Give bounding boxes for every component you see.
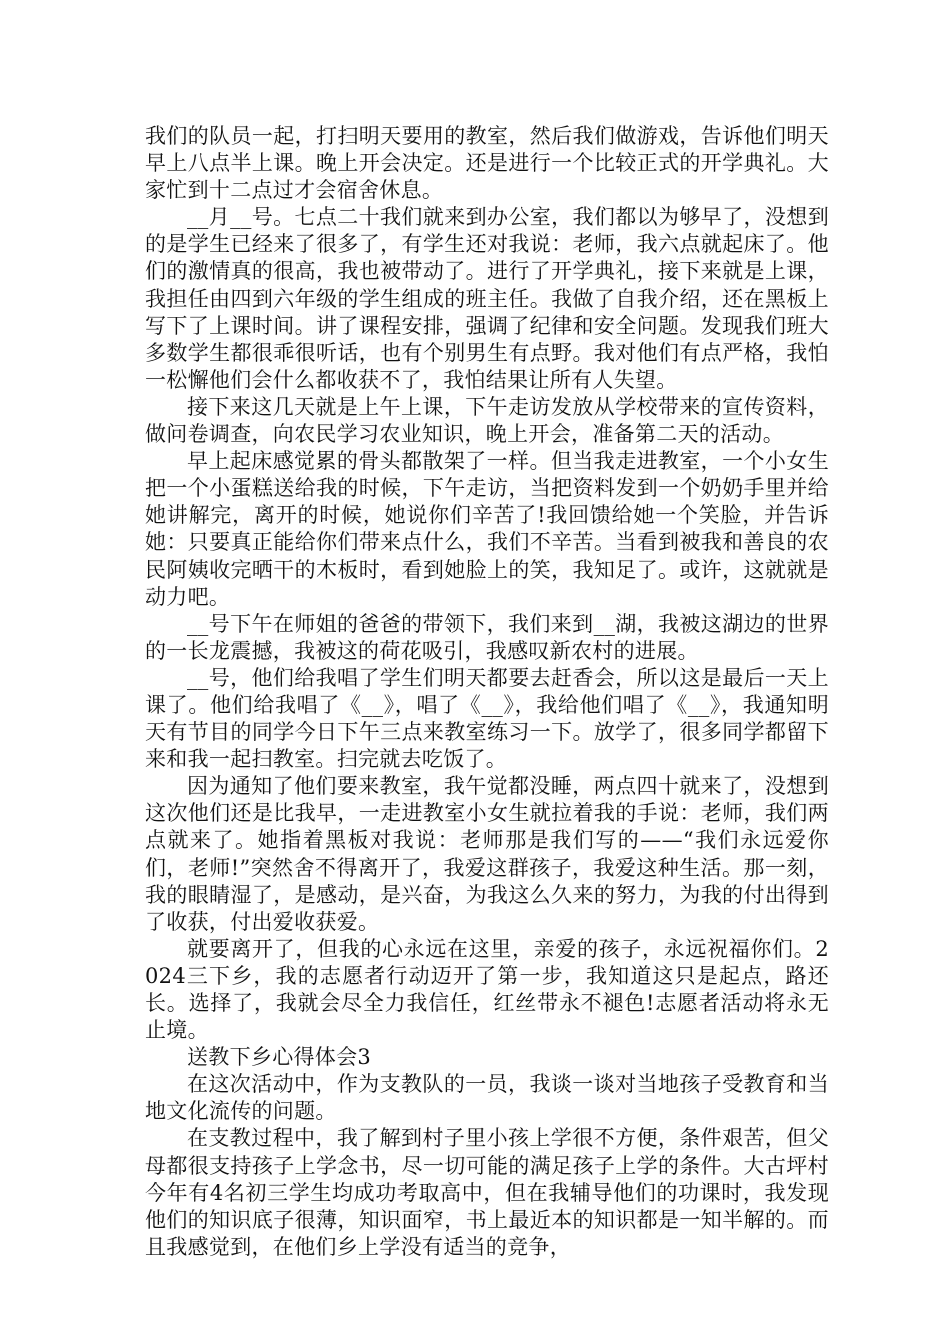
- paragraph-continued: 我们的队员一起，打扫明天要用的教室，然后我们做游戏，告诉他们明天早上八点半上课。晚上开会决定。还是进行一个比较正式的开学典礼。大家忙到十二点过才会宿舍休息。: [145, 124, 829, 203]
- section-paragraph-teaching: 在支教过程中，我了解到村子里小孩上学很不方便，条件艰苦，但父母都很支持孩子上学念书，尽一切可能的满足孩子上学的条件。大古坪村今年有4名初三学生均成功考取高中，但在我辅导他们的功课时，我发现他们的知识底子很薄，知识面窄，书上最近本的知识都是一知半解的。而且我感觉到，在他们乡上学没有适当的竞争，: [145, 1126, 829, 1259]
- document-body: [145, 123, 829, 1261]
- section-title: 送教下乡心得体会3: [187, 1045, 372, 1070]
- paragraph-day-opening: __月__号。七点二十我们就来到办公室，我们都以为够早了，没想到的是学生已经来了很多了，有学生还对我说：老师，我六点就起床了。他们的激情真的很高，我也被带动了。进行了开学典礼，接下来就是上课，我担任由四到六年级的学生组成的班主任。我做了自我介绍，还在黑板上写下了上课时间。讲了课程安排，强调了纪律和安全问题。发现我们班大多数学生都很乖很听话，也有个别男生有点野。我对他们有点严格，我怕一松懈他们会什么都收获不了，我怕结果让所有人失望。: [145, 205, 829, 392]
- paragraph-lake-visit: __号下午在师姐的爸爸的带领下，我们来到__湖，我被这湖边的世界的一长龙震撼，我被这的荷花吸引，我感叹新农村的进展。: [145, 611, 829, 663]
- paragraph-following-days: 接下来这几天就是上午上课，下午走访发放从学校带来的宣传资料，做问卷调查，向农民学习农业知识，晚上开会，准备第二天的活动。: [145, 394, 829, 447]
- section-paragraph-intro: 在这次活动中，作为支教队的一员，我谈一谈对当地孩子受教育和当地文化流传的问题。: [145, 1072, 829, 1124]
- paragraph-farewell: 因为通知了他们要来教室，我午觉都没睡，两点四十就来了，没想到这次他们还是比我早，一走进教室小女生就拉着我的手说：老师，我们两点就来了。她指着黑板对我说：老师那是我们写的——“我们永远爱你们，老师!”突然舍不得离开了，我爱这群孩子，我爱这种生活。那一刻，我的眼睛湿了，是感动，是兴奋，为我这么久来的努力，为我的付出得到了收获，付出爱收获爱。: [145, 774, 829, 934]
- paragraph-morning: 早上起床感觉累的骨头都散架了一样。但当我走进教室，一个小女生把一个小蛋糕送给我的时候，下午走访，当把资料发到一个奶奶手里并给她讲解完，离开的时候，她说你们辛苦了!我回馈给她一个笑脸，并告诉她：只要真正能给你们带来点什么，我们不辛苦。当看到被我和善良的农民阿姨收完晒干的木板时，看到她脸上的笑，我知足了。或许，这就就是动力吧。: [145, 449, 829, 609]
- paragraph-last-class: __号，他们给我唱了学生们明天都要去赶香会，所以这是最后一天上课了。他们给我唱了《__》，唱了《__》，我给他们唱了《__》，我通知明天有节目的同学今日下午三点来教室练习一下。放学了，很多同学都留下来和我一起扫教室。扫完就去吃饭了。: [145, 665, 829, 772]
- paragraph-leaving: 就要离开了，但我的心永远在这里，亲爱的孩子，永远祝福你们。2024三下乡，我的志愿者行动迈开了第一步，我知道这只是起点，路还长。选择了，我就会尽全力我信任，红丝带永不褪色!志愿者活动将永无止境。: [145, 936, 829, 1043]
